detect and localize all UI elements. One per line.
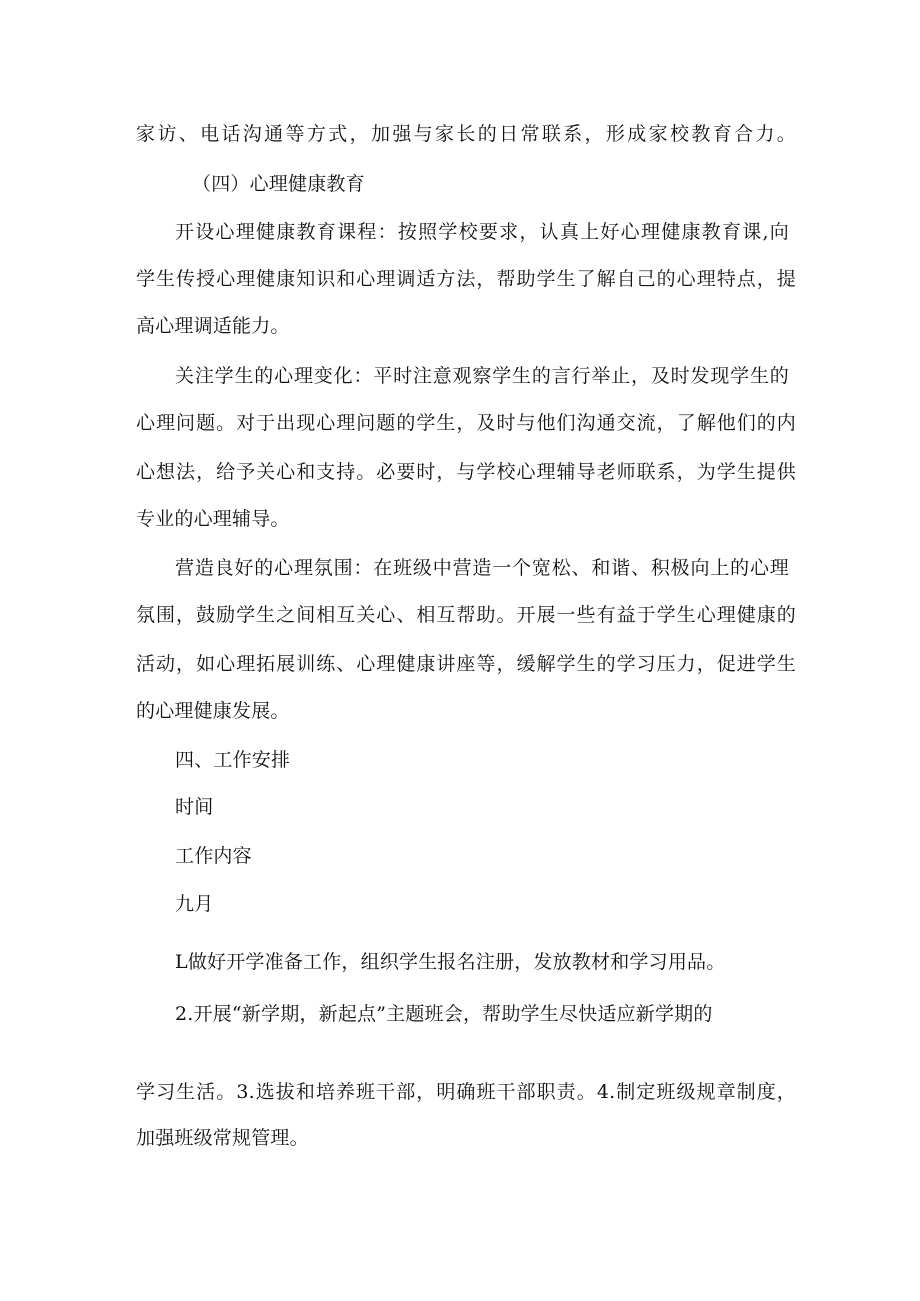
work-item-4-line-2: 加强班级常规管理。: [136, 1127, 309, 1149]
work-item-1: L做好开学准备工作，组织学生报名注册，发放教材和学习用品。: [175, 951, 726, 973]
paragraph-course-line-3: 高心理调适能力。: [136, 315, 290, 337]
paragraph-attention-line-4: 专业的心理辅导。: [136, 508, 290, 530]
paragraph-course-line-2: 学生传授心理健康知识和心理调适方法，帮助学生了解自己的心理特点，提: [136, 268, 796, 290]
paragraph-course-line-1: 开设心理健康教育课程：按照学校要求，认真上好心理健康教育课,向: [175, 221, 789, 243]
table-label-work-content: 工作内容: [175, 845, 252, 867]
paragraph-atmosphere-line-1: 营造良好的心理氛围：在班级中营造一个宽松、和谐、积极向上的心理: [175, 557, 789, 579]
section-heading-work-arrangement: 四、工作安排: [175, 749, 291, 771]
table-label-time: 时间: [175, 796, 214, 818]
table-label-september: 九月: [175, 893, 214, 915]
paragraph-atmosphere-line-4: 的心理健康发展。: [136, 700, 290, 722]
paragraph-atmosphere-line-2: 氛围，鼓励学生之间相互关心、相互帮助。开展一些有益于学生心理健康的: [136, 604, 796, 626]
text-line-family-contact: 家访、电话沟通等方式，加强与家长的日常联系，形成家校教育合力。: [136, 123, 796, 145]
paragraph-attention-line-1: 关注学生的心理变化：平时注意观察学生的言行举止，及时发现学生的: [175, 365, 789, 387]
section-heading-mental-health: （四）心理健康教育: [192, 173, 365, 195]
paragraph-attention-line-3: 心想法，给予关心和支持。必要时，与学校心理辅导老师联系，为学生提供: [136, 461, 796, 483]
work-item-2-line-1: 2.开展“新学期，新起点”主题班会，帮助学生尽快适应新学期的: [175, 1003, 713, 1025]
paragraph-atmosphere-line-3: 活动，如心理拓展训练、心理健康讲座等，缓解学生的学习压力，促进学生: [136, 653, 796, 675]
paragraph-attention-line-2: 心理问题。对于出现心理问题的学生，及时与他们沟通交流，了解他们的内: [136, 412, 796, 434]
work-item-2-line-2: 学习生活。3.选拔和培养班干部，明确班干部职责。4.制定班级规章制度，: [136, 1081, 796, 1103]
